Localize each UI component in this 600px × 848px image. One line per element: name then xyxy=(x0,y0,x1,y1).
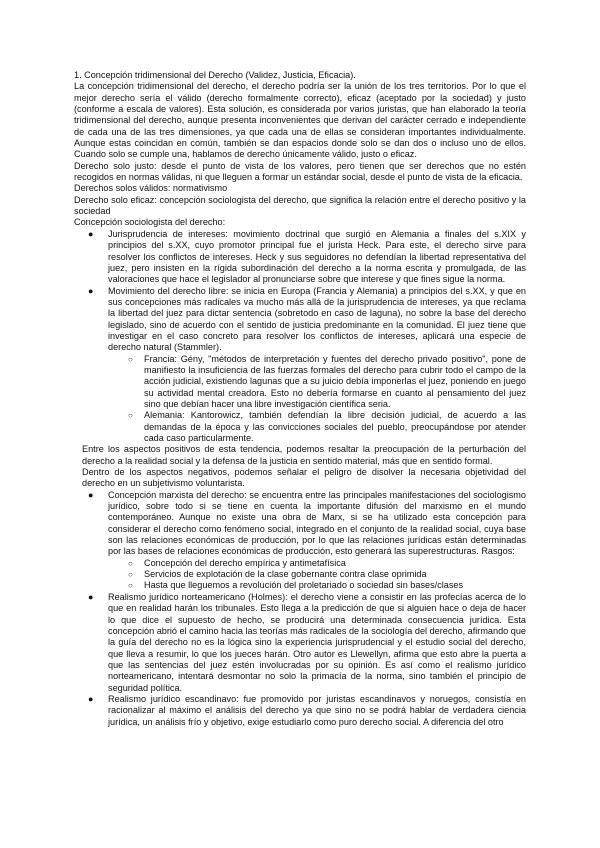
list-item-text: Realismo jurídico escandinavo: fue promovido por juristas escandinavos y noruegos, consistía en racionalizar al máximo el análisis del derecho ya que sino no se podrá hablar de verdadera ciencia jurídica, un análisis frío y objetivo, exige estudiarlo como puro derecho social. A diferencia del otro xyxy=(108,693,526,727)
circle-bullet-icon: ○ xyxy=(128,581,133,591)
list-item-norteamericano xyxy=(88,591,526,694)
document-page xyxy=(74,70,526,728)
solo-eficaz-paragraph: Derecho solo eficaz: concepción sociologista del derecho, que significa la relación entre el derecho positivo y la sociedad xyxy=(74,194,526,217)
sublist-item-francia xyxy=(128,353,526,411)
list-item-jurisprudencia xyxy=(88,228,526,286)
list-item-text: Realismo jurídico norteamericano (Holmes): el derecho viene a consistir en las profecías acerca de lo que en realidad harán los tribunales. Esto llega a la predicción de que si alguien hace o deja de hacer lo que dice el supuesto de hecho, se producirá una determinada consecuencia jurídica. Esta concepción abrió el camino hacia las teorías más radicales de la sociología del derecho, afirmando que la guía del derecho no es la lógica sino la experiencia jurisprudencial y el estudio social del derecho, que lleva a resumir, lo que los jueces harán. Otro autor es Llewellyn, afirma que esto abre la puerta a que las sentencias del juez estén involucradas por su opinión. Es así como el realismo jurídico norteamericano, intentará desmontar no solo la primacía de la norma, sino también el principio de seguridad política. xyxy=(108,591,526,693)
solo-justo-paragraph: Derecho solo justo: desde el punto de vista de los valores, pero tienen que ser derechos que no estén recogidos en normas válidas, ni que lleguen a formar un estándar social, desde el punto de vista de la eficacia. xyxy=(74,160,526,183)
bullet-icon: ● xyxy=(88,228,94,239)
sublist-item-rasgo xyxy=(128,557,526,569)
circle-bullet-icon: ○ xyxy=(128,411,133,421)
sublist-item-text: Alemania: Kantorowicz, también defendían la libre decisión judicial, de acuerdo a las demandas de la época y las convicciones sociales del pueblo, preocupándose por atender cada caso particularmente. xyxy=(144,410,526,443)
list-item-text: Jurisprudencia de intereses: movimiento doctrinal que surgió en Alemania a finales del s.XIX y principios del s.XX, cuyo promotor principal fue el jurista Heck. Para este, el derecho sirve para resolver los conflictos de intereses. Heck y sus seguidores no defendían la libertad representativa del juez, pero insisten en la rígida subordinación del derecho a la norma escrita y promulgada, de las valoraciones que hace el legislador al pronunciarse sobre que interese y que fines sigue la norma. xyxy=(108,228,526,285)
list-item-text: Movimiento del derecho libre: se inicia en Europa (Francia y Alemania) a principios del s.XX, y que en sus concepciones más radicales va mucho más allá de la jurisprudencia de intereses, ya que reclama la libertad del juez para dictar sentencia (sobretodo en caso de laguna), no sobre la base del derecho legislado, sino de acuerdo con el sentido de justicia predominante en la comunidad. El juez tiene que investigar en el caso concreto para resolver los conflictos de intereses, aplicará una especie de derecho natural (Stammler). xyxy=(108,285,526,353)
sociologista-heading: Concepción sociologista del derecho: xyxy=(74,217,226,228)
solos-validos-line: Derechos solos válidos: normativismo xyxy=(74,183,228,194)
bullet-icon: ● xyxy=(88,285,94,296)
sublist-item-text: Servicios de explotación de la clase gobernante contra clase oprimida xyxy=(144,569,427,580)
intro-paragraph: La concepción tridimensional del derecho, el derecho podría ser la unión de los tres territorios. Por lo que el mejor derecho sería el válido (derecho formalmente correcto), eficaz (aceptado por la sociedad) y justo (conforme a escala de valores). Esta solución, es considerada por varios juristas, que han elaborado la teoría tridimensional del derecho, aunque presenta inconvenientes que derivan del carácter cerrado e independiente de cada una de las tres dimensiones, ya que cada una de ellas se consideran importantes individualmente. Aunque estas coincidan en común, también se dan espacios donde solo se dan dos o incluso uno de ellos. Cuando solo se cumple una, hablamos de derecho únicamente válido, justo o eficaz. xyxy=(74,81,526,160)
circle-bullet-icon: ○ xyxy=(128,570,133,580)
bullet-icon: ● xyxy=(88,489,94,500)
sublist-rasgos xyxy=(108,558,526,592)
sublist-item-rasgo xyxy=(128,580,526,591)
circle-bullet-icon: ○ xyxy=(128,558,133,568)
list-item-escandinavo xyxy=(88,693,526,728)
aspectos-negativos-paragraph: Dentro de los aspectos negativos, podemos señalar el peligro de disolver la necesaria objetividad del derecho en un subjetivismo voluntarista. xyxy=(82,467,526,489)
sublist-derecho-libre xyxy=(108,354,526,445)
bullet-icon: ● xyxy=(88,693,94,704)
list-item-marxista xyxy=(88,489,526,592)
sublist-item-text: Hasta que lleguemos a revolución del proletariado o sociedad sin bases/clases xyxy=(144,580,464,591)
circle-bullet-icon: ○ xyxy=(128,354,133,364)
sublist-item-alemania xyxy=(128,410,526,444)
sublist-item-text: Concepción del derecho empírica y antimetafísica xyxy=(144,557,346,568)
aspectos-positivos-paragraph: Entre los aspectos positivos de esta tendencia, podemos resaltar la preocupación de la perturbación del derecho a la realidad social y la defensa de la justicia en sentido material, más que en sentido formal. xyxy=(82,444,526,466)
sublist-item-rasgo xyxy=(128,569,526,580)
list-item-text: Concepción marxista del derecho: se encuentra entre las principales manifestaciones del sociologismo jurídico, sobre todo si se tiene en cuenta la importante difusión del marxismo en el mundo contemporáneo. Aunque no existe una obra de Marx, si se ha utilizado esta concepción para considerar el derecho como fenómeno social, integrado en el conjunto de la realidad social, cuya base son las relaciones económicas de producción, por lo que las relaciones jurídicas están determinadas por las bases de relaciones económicas de producción, esto generará las superestructuras. Rasgos: xyxy=(108,489,526,557)
sublist-item-text: Francia: Gény, "métodos de interpretación y fuentes del derecho privado positivo", pone de manifiesto la insuficiencia de las fuerzas formales del derecho para cubrir todo el campo de la acción judicial, existiendo lagunas que a su juicio debía imponerlas el juez, poniendo en juego su actividad mental creadora. Esto no debería formarse en cuanto al pensamiento del juez sino que debían hacer una libre investigación científica seria. xyxy=(144,353,526,409)
bullet-icon: ● xyxy=(88,591,94,602)
section-title: 1. Concepción tridimensional del Derecho (Validez, Justicia, Eficacia). xyxy=(74,70,356,80)
sociologista-list-continued xyxy=(74,490,526,728)
sociologista-list xyxy=(74,229,526,445)
list-item-derecho-libre xyxy=(88,285,526,445)
